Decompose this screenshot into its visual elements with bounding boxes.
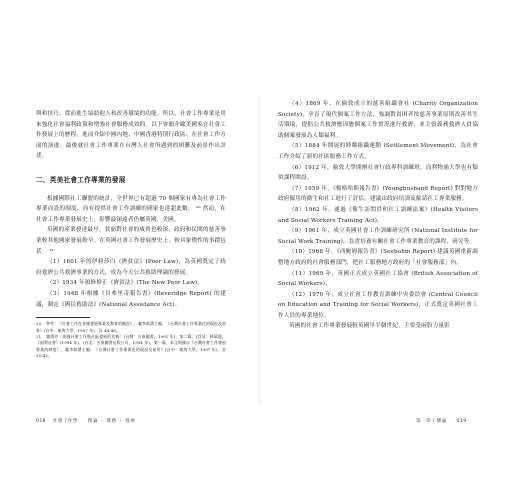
- page-number: 018: [36, 419, 46, 424]
- running-head-sub: 理論: [87, 419, 98, 424]
- running-head-book: 社會工作學: [52, 419, 78, 424]
- left-text-column: [36, 109, 226, 360]
- separator-dot: ・: [99, 419, 105, 424]
- list-item: （4）1869 年，在倫敦成立的慈善組織會社 (Charity Organization Society)，孕育了現代個案工作方法，強調對貧困者按慈善事業原則改善其生活環境，提倡公共救濟應因應個案工作實況進行救濟，並主張義務救濟人員協助個案發展為人類福利。: [278, 101, 478, 139]
- separator-dot: ・: [118, 419, 124, 424]
- list-item: （5）1884 年開展的睦鄰組織運動 (Settlement Movement)，為社會工作介紹了新的社區服務工作方式。: [278, 143, 478, 160]
- list-item: （8）1962 年，通過《衛生訪問員和社工訓練法案》(Health Visitors and Social Workers Training Act)。: [278, 206, 478, 224]
- separator-slash: /: [432, 419, 437, 424]
- list-item: （6）1912 年，倫敦大學開辦社會行政專科訓練班，而利物浦大學也有類似課程開設。: [278, 164, 478, 182]
- running-head-title: 總論: [436, 419, 447, 424]
- body-paragraph: 根據國際社工聯盟的統計，全世界已有超過 70 個國家有專為社會工作專業而設的制度，而有提供社會工作訓練的國家也達超此數。 ²⁰ 然而，在社會工作專業發展史上，影響最深遠者仍屬英國、美國。: [36, 195, 226, 223]
- body-paragraph: 英國的社會工作專業發展較英國早半個世紀，主要受兩股力量影: [289, 323, 450, 330]
- list-item: （1）1601 年的伊莉莎白《濟貧法》(Poor Law)，為英國奠定了政府救濟公共救濟事業的方式，成為今天公共救助理論的發展。: [36, 259, 226, 276]
- running-head-sub: 發展: [125, 419, 136, 424]
- list-item: （10）1968 年，《西鮑姆報告書》(Seebohm Report) 建議英國重新調整地方政府的社會服務部門，把社工服務地方政府的「社會服務部」內。: [278, 249, 478, 266]
- list-item: （3）1948 年根據《貝弗里奇報告書》(Beveridge Report) 的建議，制定《國民救助法》(National Assistance Act)。: [36, 290, 226, 308]
- footnote-divider: [36, 317, 90, 318]
- list-item: （7）1959 年，《楊格哈斯報告書》(Younghusband Report) 對對地方政府僱用的衛生和社工進行了評估，建議由政府培訓及僱請社工專業服務。: [278, 185, 478, 203]
- body-paragraph: 英國的產業發達最早，貧窮對社會的威脅也較深，政府和民間的慈善事業較其他國家發展較早。在英國社會工作發展歷史上，較具象徵性的事蹟包括： ²¹: [36, 227, 226, 255]
- list-item: （11）1969 年，英國正式成立英國社工協會 (British Association of Social Workers)。: [278, 270, 478, 288]
- list-item: （12）1970 年，成立社會工作教育訓練中央委員會 (Central Council on Education and Training for Social Workers)，正式奠定英國社會工作人員的專業地位。: [278, 291, 478, 319]
- right-folio: [416, 418, 467, 424]
- intro-paragraph: 與和扶巧、從而進生協助他人和改善環境的功能。所以，社會工作專業是用來強化社會福利政策和增強社會服務成效的。以下會簡介歐美國家在社會工作發展上的歷程，進而介紹中國內地、中國香港特別行政區、在社會工作方面的演進、最後就社會工作專業在台灣人社會所遇到的困難及前景作出評述。: [36, 111, 226, 160]
- running-head-sub: 實務: [106, 419, 117, 424]
- right-text-column: [278, 99, 478, 332]
- running-head-chapter: 第一章: [416, 419, 431, 424]
- footnote: 21. 謝琇玲〈英國社會工作與社區發展的比較〉(台灣：五南圖書，1991 年)，第二篇；(詳見：林萬億，《福利社會》(1994 年)，(台北：五南圖書出版公司，1994 年)，第一篇，本文則摘自《台灣社會工作發展專業的制度》，載李欽湧主編，《台灣社會工作專業化的現況及前景》(台中：東海大學，1997 年)，頁 35-43。: [36, 333, 226, 359]
- page-number: 019: [456, 419, 467, 424]
- footnote: 20. 參考：《社會工作在各國發展專業及教育的概況》，載李欽湧主編，《台灣社會工作專業化的現況及前景》(台中：東海大學，1997 年)，頁 44-46。: [36, 321, 226, 333]
- list-item: （2）1934 年頒修修正《濟貧法》(The New Poor Law)。: [47, 280, 203, 287]
- section-heading: 二、英美社會工作專業的發展: [36, 175, 126, 184]
- left-folio: [36, 418, 135, 424]
- list-item: （9）1961 年，成立英國社會工作訓練研究所 (National Institute for Social Work Training)，負責培養有關社會工作專業教育的課程、研究等。: [278, 228, 478, 245]
